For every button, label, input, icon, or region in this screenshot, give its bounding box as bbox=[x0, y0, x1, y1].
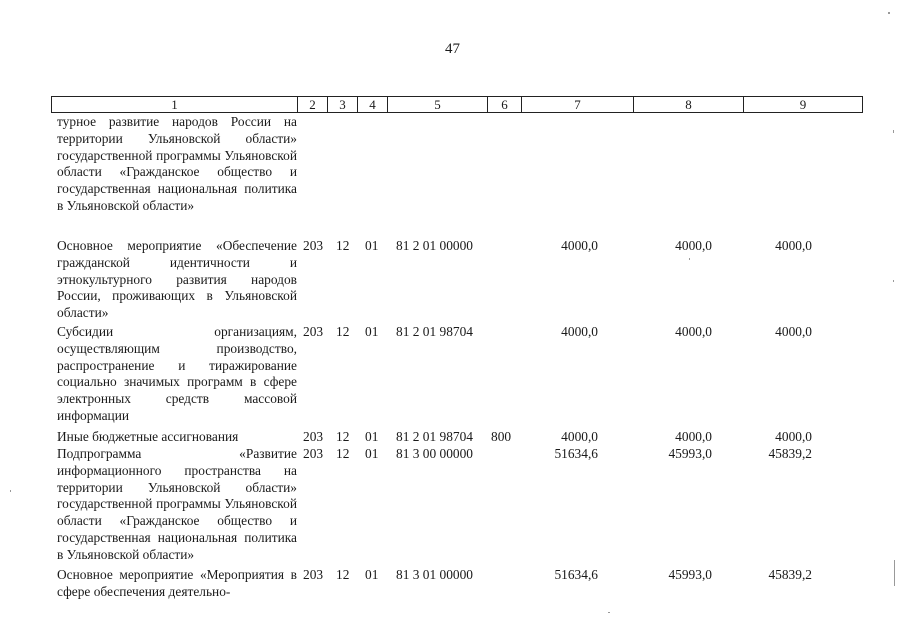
row-description: Иные бюджетные ассигнования bbox=[57, 429, 239, 444]
row-code-section: 12 bbox=[336, 429, 350, 444]
header-col-8: 8 bbox=[634, 97, 744, 112]
scan-speck bbox=[888, 12, 890, 14]
header-col-5: 5 bbox=[388, 97, 488, 112]
header-col-9: 9 bbox=[799, 97, 807, 112]
row-code-subsection: 01 bbox=[365, 446, 379, 461]
row-code-target: 81 3 00 00000 bbox=[396, 446, 473, 461]
row-code-ministry: 203 bbox=[303, 238, 324, 253]
row-value-col9: 4000,0 bbox=[775, 324, 812, 339]
row-code-ministry: 203 bbox=[303, 429, 324, 444]
row-value-col7: 51634,6 bbox=[554, 446, 598, 461]
scan-speck bbox=[893, 280, 894, 282]
row-description: Подпрограмма «Развитие информационного пространства на территории Ульяновской области» государственной программы Ульяновской области «Гражданское общество и государственная национальная политика в Ульяновской области» bbox=[57, 446, 297, 562]
row-description: Субсидии организациям, осуществляющим производство, распространение и тиражирование социально значимых программ в сфере электронных средств массовой информации bbox=[57, 324, 297, 423]
row-code-section: 12 bbox=[336, 238, 350, 253]
row-code-target: 81 3 01 00000 bbox=[396, 567, 473, 582]
header-col-2: 2 bbox=[298, 97, 328, 112]
row-code-ministry: 203 bbox=[303, 446, 324, 461]
row-value-col7: 4000,0 bbox=[561, 324, 598, 339]
row-code-subsection: 01 bbox=[365, 429, 379, 444]
row-code-subsection: 01 bbox=[365, 324, 379, 339]
row-code-section: 12 bbox=[336, 446, 350, 461]
header-col-4: 4 bbox=[358, 97, 388, 112]
header-col-1: 1 bbox=[52, 97, 298, 112]
row-value-col9: 4000,0 bbox=[775, 238, 812, 253]
header-col-7: 7 bbox=[522, 97, 634, 112]
row-value-col8: 45993,0 bbox=[668, 446, 712, 461]
row-code-target: 81 2 01 98704 bbox=[396, 324, 473, 339]
row-code-target: 81 2 01 00000 bbox=[396, 238, 473, 253]
scan-speck bbox=[608, 612, 610, 613]
scan-speck bbox=[689, 258, 690, 260]
scan-speck bbox=[894, 560, 895, 586]
scan-speck bbox=[10, 490, 11, 492]
page-number: 47 bbox=[445, 41, 460, 57]
row-value-col9: 4000,0 bbox=[775, 429, 812, 444]
header-col-3: 3 bbox=[328, 97, 358, 112]
row-value-col7: 51634,6 bbox=[554, 567, 598, 582]
row-value-col8: 4000,0 bbox=[675, 324, 712, 339]
row-value-col7: 4000,0 bbox=[561, 238, 598, 253]
row-value-col9: 45839,2 bbox=[768, 446, 812, 461]
row-code-subsection: 01 bbox=[365, 238, 379, 253]
row-code-section: 12 bbox=[336, 324, 350, 339]
row-value-col7: 4000,0 bbox=[561, 429, 598, 444]
header-col-6: 6 bbox=[488, 97, 522, 112]
row-description: Основное мероприятие «Обеспечение гражданской идентичности и этнокультурного развития народов России, проживающих в Ульяновской области» bbox=[57, 238, 297, 321]
row-code-section: 12 bbox=[336, 567, 350, 582]
row-value-col8: 4000,0 bbox=[675, 429, 712, 444]
row-code-expense-type: 800 bbox=[491, 429, 512, 444]
scan-speck bbox=[893, 130, 894, 133]
row-code-target: 81 2 01 98704 bbox=[396, 429, 473, 444]
row-value-col8: 4000,0 bbox=[675, 238, 712, 253]
row-value-col9: 45839,2 bbox=[768, 567, 812, 582]
row-code-ministry: 203 bbox=[303, 324, 324, 339]
row-value-col8: 45993,0 bbox=[668, 567, 712, 582]
row-code-subsection: 01 bbox=[365, 567, 379, 582]
row-code-ministry: 203 bbox=[303, 567, 324, 582]
row-description: Основное мероприятие «Мероприятия в сфере обеспечения деятельно- bbox=[57, 567, 297, 599]
row-description: турное развитие народов России на территории Ульяновской области» государственной программы Ульяновской области «Гражданское общество и государственная национальная политика в Ульяновской области» bbox=[57, 114, 297, 213]
table-header-row bbox=[51, 96, 863, 113]
